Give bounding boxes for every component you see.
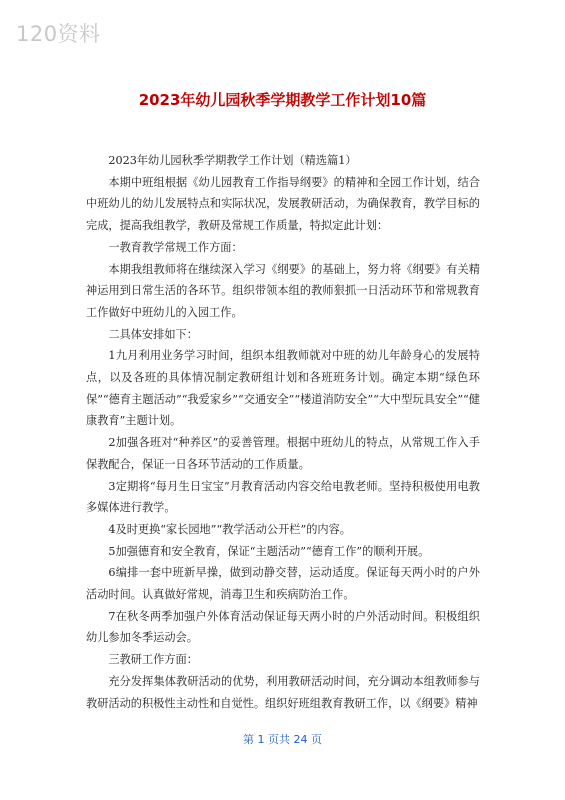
list-item: 1九月利用业务学习时间，组织本组教师就对中班的幼儿年龄身心的发展特点，以及各班的具体情况制定教研组计划和各班班务计划。确定本期“绿色环保”“德育主题活动”“我爱家乡”“交通安全”“楼道消防安全”“大中型玩具安全”“健康教育”主题计划。: [86, 349, 480, 428]
body-paragraph: 充分发挥集体教研活动的优势，利用教研活动时间，充分调动本组教师参与教研活动的积极性主动性和自觉性。组织好班组教育教研工作，以《纲要》精神: [86, 674, 480, 710]
section-heading: 2023年幼儿园秋季学期教学工作计划（精选篇1）: [108, 154, 357, 167]
section-heading: 二具体安排如下：: [108, 327, 198, 341]
list-item: 2加强各班对“种养区”的妥善管理。根据中班幼儿的特点，从常规工作入手保教配合，保证一日各环节活动的工作质量。: [86, 436, 480, 471]
body-paragraph: 本期我组教师将在继续深入学习《纲要》的基础上，努力将《纲要》有关精神运用到日常生活的各环节。组织带领本组的教师狠抓一日活动环节和常规教育工作做好中班幼儿的入园工作。: [86, 262, 480, 319]
section-heading: 三教研工作方面：: [108, 653, 198, 667]
watermark-logo: 120资料: [16, 22, 101, 46]
document-title: 2023年幼儿园秋季学期教学工作计划10篇: [138, 91, 427, 109]
list-item: 7在秋冬两季加强户外体育活动保证每天两小时的户外活动时间。积极组织幼儿参加冬季运动会。: [86, 609, 480, 645]
list-item: 4及时更换“家长园地”“教学活动公开栏”的内容。: [108, 522, 351, 536]
document-body: [86, 150, 480, 714]
section-heading: 一教育教学常规工作方面：: [108, 240, 243, 254]
list-item: 5加强德育和安全教育，保证“主题活动”“德育工作”的顺利开展。: [108, 544, 430, 558]
body-paragraph: 本期中班组根据《幼儿园教育工作指导纲要》的精神和全园工作计划，结合中班幼儿的幼儿发展特点和实际状况，发展教研活动，为确保教育，教学目标的完成，提高我组教学，教研及常规工作质量，特拟定此计划：: [86, 175, 480, 233]
list-item: 6编排一套中班新早操，做到动静交替，运动适度。保证每天两小时的户外活动时间。认真做好常规，消毒卫生和疾病防治工作。: [86, 566, 480, 602]
page-number: 第 1 页共 24 页: [243, 733, 322, 746]
list-item: 3定期将“每月生日宝宝”月教育活动内容交给电教老师。坚持积极使用电教多媒体进行教学。: [86, 479, 480, 515]
